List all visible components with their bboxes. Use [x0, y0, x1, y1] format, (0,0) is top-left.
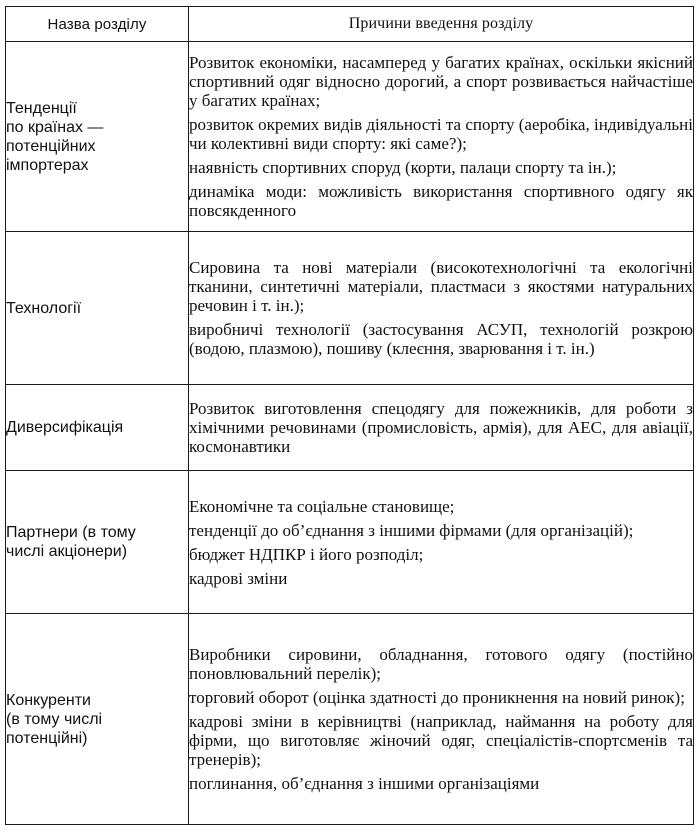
reason-item: поглинання, об’єднання з іншими організаціями — [189, 774, 540, 793]
section-reasons-cell — [189, 42, 694, 232]
reason-item: кадрові зміни в керівництві (наприклад, наймання на роботу для фірми, що виготовляє жіночий одяг, спеціалістів-спортсменів та тренерів); — [189, 712, 693, 769]
sections-table — [5, 6, 694, 825]
reason-item: Сировина та нові матеріали (високотехнологічні та екологічні тканини, синтетичні матеріали, пластмаси з якостями натуральних речовин і т. ін.); — [189, 258, 693, 315]
reason-item: кадрові зміни — [189, 568, 288, 588]
section-name-cell: Тенденції по країнах — потенційних імпортерах — [6, 42, 189, 232]
reason-item: наявність спортивних споруд (корти, палаци спорту та ін.); — [189, 158, 617, 177]
reason-item: тенденції до об’єднання з іншими фірмами (для організацій); — [189, 520, 634, 540]
table-header-row — [6, 7, 694, 42]
reason-item: торговий оборот (оцінка здатності до проникнення на новий ринок); — [189, 688, 685, 707]
section-name-cell: Диверсифікація — [6, 385, 189, 471]
reason-item: Економічне та соціальне становище; — [189, 496, 455, 516]
table-row — [6, 385, 694, 471]
section-reasons-cell — [189, 614, 694, 825]
section-name-cell: Конкуренти (в тому числі потенційні) — [6, 614, 189, 825]
reason-item: Розвиток виготовлення спецодягу для пожежників, для роботи з хімічними речовинами (промисловість, армія), для АЕС, для авіації, космонавтики — [189, 399, 693, 456]
table-row — [6, 232, 694, 385]
table-row — [6, 471, 694, 614]
section-reasons-cell — [189, 385, 694, 471]
header-section-name: Назва розділу — [6, 7, 189, 42]
section-reasons-cell — [189, 471, 694, 614]
section-name-cell: Партнери (в тому числі акціонери) — [6, 471, 189, 614]
reason-item: Розвиток економіки, насамперед у багатих країнах, оскільки якісний спортивний одяг відносно дорогий, а спорт розвивається найчастіше у багатих країнах; — [189, 53, 693, 110]
header-section-reasons: Причини введення розділу — [189, 7, 694, 42]
reason-item: Виробники сировини, обладнання, готового одягу (постійно поновлювальний перелік); — [189, 645, 693, 683]
table-row — [6, 42, 694, 232]
reason-item: розвиток окремих видів діяльності та спорту (аеробіка, індивідуальні чи колективні види спорту: які саме?); — [189, 115, 693, 153]
section-reasons-cell — [189, 232, 694, 385]
table-row — [6, 614, 694, 825]
section-name-cell: Технології — [6, 232, 189, 385]
reason-item: динаміка моди: можливість використання спортивного одягу як повсякденного — [189, 182, 693, 220]
reason-item: виробничі технології (застосування АСУП, технологій розкрою (водою, плазмою), пошиву (клеєння, зварювання і т. ін.) — [189, 320, 693, 358]
reason-item: бюджет НДПКР і його розподіл; — [189, 544, 424, 564]
